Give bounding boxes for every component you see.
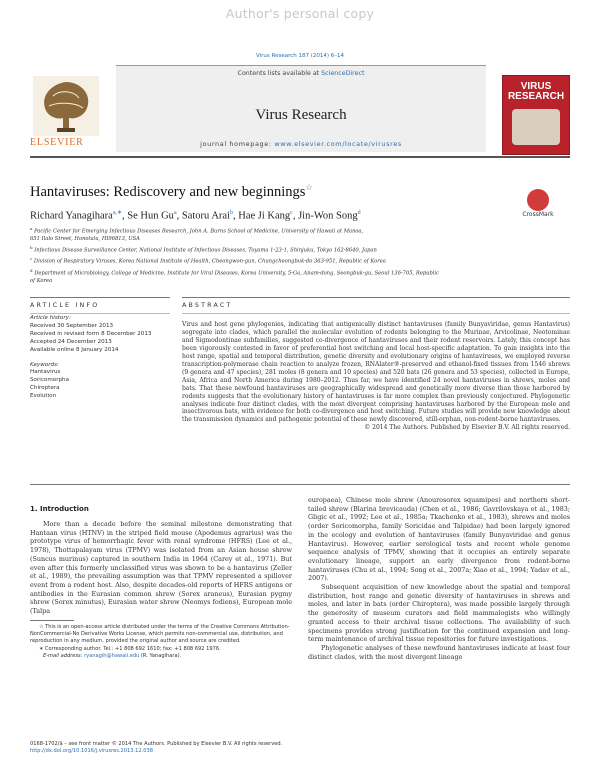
cover-image <box>512 109 560 145</box>
keywords-label: Keywords: <box>30 361 59 368</box>
article-info <box>30 315 170 401</box>
publisher-logo: ELSEVIER <box>30 137 84 148</box>
article-title-text: Hantaviruses: Rediscovery and new beginnings <box>30 183 306 200</box>
sciencedirect-link[interactable]: ScienceDirect <box>321 70 365 77</box>
info-top-rule <box>30 297 170 298</box>
abstract-bottom-rule <box>30 484 570 485</box>
affiliation-line: $^c$ Division of Respiratory Viruses, Korea National Institute of Health, Cheongwon-gun, Chungcheongbuk-do 363-951, Republic of Korea <box>30 256 386 265</box>
crossmark-label: CrossMark <box>522 211 554 218</box>
contents-prefix: Contents lists available at <box>237 70 320 77</box>
author-name: Satoru Arai <box>181 210 230 222</box>
author-list: Richard Yanagihara$^{a,∗}$, Se Hun Gu$^a$, Satoru Arai$^b$, Hae Ji Kang$^c$, Jin-Won Song$^d$ <box>30 210 361 222</box>
footnote-rule <box>30 620 74 621</box>
affiliation-line: 651 Ilalo Street, Honolulu, HI96813, USA <box>30 236 140 243</box>
keyword: Hantavirus <box>30 369 61 376</box>
doi-link[interactable]: http://dx.doi.org/10.1016/j.virusres.2013.12.038 <box>30 748 153 755</box>
affiliation-line: of Korea <box>30 277 53 284</box>
watermark: Author's personal copy <box>225 6 375 21</box>
affiliation-line: $^b$ Infectious Disease Surveillance Center, National Institute of Infectious Diseases, Toyama 1-23-1, Shinjuku, Tokyo 162-8640, Japan <box>30 244 377 254</box>
abstract-sub-rule <box>182 313 570 314</box>
history-item: Accepted 24 December 2013 <box>30 338 112 345</box>
journal-cover <box>502 75 570 155</box>
left-column <box>30 520 292 616</box>
abstract-heading: ABSTRACT <box>182 302 233 309</box>
abstract-body <box>182 321 570 432</box>
article-info-heading: ARTICLE INFO <box>30 302 100 309</box>
history-item: Available online 8 January 2014 <box>30 346 119 353</box>
author-affil[interactable]: c <box>290 210 293 216</box>
footnotes <box>30 624 292 660</box>
author-affil[interactable]: d <box>357 210 361 216</box>
author-affil[interactable]: a,∗ <box>112 210 123 216</box>
intro-paragraph: Phylogenetic analyses of these newfound hantaviruses indicate at least four distinct clades, with the most divergent lineage <box>308 643 570 661</box>
affiliation-line: $^a$ Pacific Center for Emerging Infectious Diseases Research, John A. Burns School of Medicine, University of Hawaii at Manoa, <box>30 226 364 235</box>
keyword: Chiroptera <box>30 385 60 392</box>
history-item: Received 30 September 2013 <box>30 322 114 329</box>
section-heading: 1. Introduction <box>30 505 89 513</box>
right-column <box>308 496 570 661</box>
elsevier-tree-icon <box>33 76 99 136</box>
author-name: Richard Yanagihara <box>30 210 113 222</box>
crossmark-badge[interactable] <box>505 187 571 219</box>
author-name: Jin-Won Song <box>298 210 358 222</box>
intro-paragraph: europaea), Chinese mole shrew (Anourosorex squamipes) and northern short-tailed shrew (Blarina brevicauda) (Chen et al., 1986; Gavrilovskaya et al., 1983; Gligic et al., 1992; Lee et al., 1985a; Tkachenko et al., 1983), shrews and moles (order Soricomorpha, family Soricidae and Talpidae) had been largely ignored in the ecology and evolution of hantaviruses (family Bunyaviridae and genus Hantavirus). However, earlier serological tests and recent whole genome sequence analysis of TPMV, showing that it occupies an entirely separate evolutionary lineage, support an early divergence from rodent-borne hantaviruses (Chu et al., 1994; Song et al., 2007a; Xiao et al., 1994; Yadav et al., 2007). <box>308 496 570 583</box>
email-suffix: (R. Yanagihara). <box>140 652 182 659</box>
affiliation-line: $^d$ Department of Microbiology, College of Medicine, Institute for Viral Diseases, Korea University, 5-Ga, Anam-dong, Seongbuk-gu, Seoul 136-705, Republic <box>30 267 440 277</box>
journal-title: Virus Research <box>255 107 347 123</box>
cover-title: VIRUS RESEARCH <box>507 81 565 102</box>
info-sub-rule <box>30 313 170 314</box>
open-access-note: ☆ This is an open-access article distributed under the terms of the Creative Commons Attribution-NonCommercial-No Derivative Works License, which permits non-commercial use, distribution, and reproduction in any medium, provided the original author and source are credited. <box>30 624 290 645</box>
keyword: Soricomorpha <box>30 377 70 384</box>
email-note <box>30 653 292 660</box>
email-link[interactable]: ryanagih@hawaii.edu <box>84 652 140 659</box>
author-name: Se Hun Gu <box>127 210 174 222</box>
contents-line <box>116 70 486 77</box>
history-label: Article history: <box>30 315 71 321</box>
author-affil[interactable]: b <box>229 210 233 216</box>
header-rule <box>30 156 570 158</box>
issn-line: 0168-1702/$ – see front matter © 2014 The Authors. Published by Elsevier B.V. All rights reserved. <box>30 741 283 747</box>
intro-paragraph: Subsequent acquisition of new knowledge about the spatial and temporal distribution, host range and genetic diversity of hantaviruses in shrews and moles, and later in bats (order Chiroptera), was made possible largely through the generosity of museum curators and field mammalogists who willingly granted access to their archival tissue collections. The availability of such specimens provides strong justification for the continued expansion and long-term maintenance of archival tissue repositories for future investigations. <box>308 583 570 644</box>
abstract-copyright: © 2014 The Authors. Published by Elsevier B.V. All rights reserved. <box>364 424 570 432</box>
journal-homepage <box>116 140 486 148</box>
email-label: E-mail address: <box>43 652 83 659</box>
corresponding-author-note: ∗ Corresponding author. Tel.: +1 808 692 1610; fax: +1 808 692 1976. <box>39 645 221 652</box>
homepage-prefix: journal homepage: <box>200 140 272 148</box>
crossmark-icon <box>527 189 549 211</box>
affiliations <box>30 225 570 286</box>
bottom-matter <box>30 741 570 755</box>
article-title <box>30 183 313 201</box>
homepage-link[interactable]: www.elsevier.com/locate/virusres <box>274 140 402 148</box>
history-item: Received in revised form 8 December 2013 <box>30 330 152 337</box>
abstract-text: Virus and host gene phylogenies, indicating that antigenically distinct hantaviruses (family Bunyaviridae, genus Hantavirus) segregate into clades, which parallel the molecular evolution of rodents belonging to the Murinae, Arvicolinae, Neotominae and Sigmodontinae subfamilies, suggested co-divergence of hantaviruses and their rodent reservoirs. Lately, this concept has been vigorously contested in favor of preferential host switching and local host-specific adaptation. To gain insights into the host range, spatial and temporal distribution, genetic diversity and evolutionary origins of hantaviruses, we employed reverse transcription-polymerase chain reaction to analyze frozen, RNAlater®-preserved and ethanol-fixed tissues from 1546 shrews (9 genera and 47 species), 281 moles (8 genera and 10 species) and 520 bats (26 genera and 53 species), collected in Europe, Asia, Africa and North America during 1980–2012. Thus far, we have identified 24 novel hantaviruses in shrews, moles and bats. That these newfound hantaviruses are geographically widespread and genetically more diverse than those harbored by rodents suggests that the evolutionary history of hantaviruses is far more complex than previously conjectured. Phylogenetic analyses indicate four distinct clades, with the most divergent comprising hantaviruses harbored by the European mole and insectivorous bats, with evidence for both co-divergence and host switching. Future studies will provide new knowledge about the transmission dynamics and pathogenic potential of these newly discovered, still-orphan, non-rodent-borne hantaviruses. <box>182 321 570 424</box>
abstract-top-rule <box>182 297 570 298</box>
keyword: Evolution <box>30 393 57 400</box>
journal-citation[interactable]: Virus Research 187 (2014) 6–14 <box>255 53 345 59</box>
author-affil[interactable]: a <box>173 210 177 216</box>
author-name: Hae Ji Kang <box>238 210 291 222</box>
title-footnote-mark[interactable]: ☆ <box>305 183 313 192</box>
intro-paragraph: More than a decade before the seminal milestone demonstrating that Hantaan virus (HTNV) in the striped field mouse (Apodemus agrarius) was the prototype virus of hemorrhagic fever with renal syndrome (HFRS) (Lee et al., 1978), Thottapalayam virus (TPMV) was isolated from an Asian house shrew (Suncus murinus) captured in southern India in 1964 (Carey et al., 1971). But even after this formerly unclassified virus was shown to be a hantavirus (Zeller et al., 1989), the prevailing assumption was that TPMV represented a spillover event from a rodent host. Also, despite decades-old reports of HFRS antigens or antibodies in the Eurasian common shrew (Sorex araneus), Eurasian pygmy shrew (Sorex minutus), Eurasian water shrew (Neomys fodiens), European mole (Talpa <box>30 520 292 616</box>
